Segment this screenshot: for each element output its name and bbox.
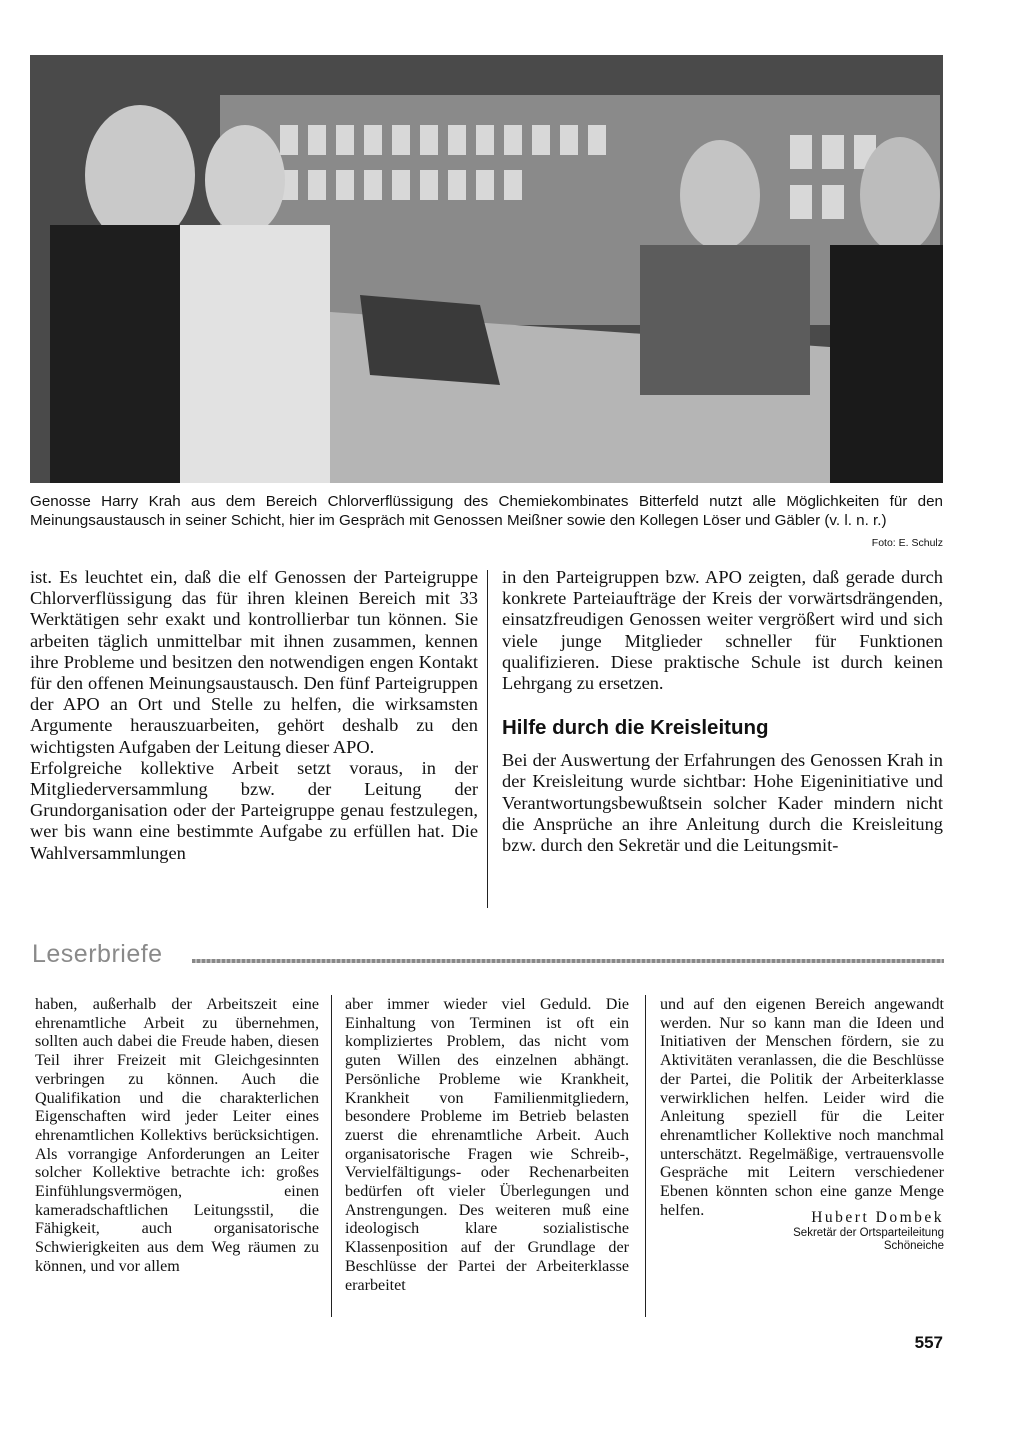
article-paragraph: in den Parteigruppen bzw. APO zeigten, daß gerade durch konkrete Parteiaufträge der Kreis der vorwärtsdrängenden, einsatzfreudigen Genossen weiter vergrößert wird und sich viele junge Mitglieder schneller für Funktionen qualifizieren. Diese praktische Schule ist durch keinen Lehrgang zu ersetzen. [502,567,943,694]
column-divider [331,995,332,1317]
author-location: Schöneiche [883,1240,944,1252]
control-room-photo [30,55,943,483]
section-heading: Hilfe durch die Kreisleitung [502,716,769,740]
letter-column-2 [345,996,629,1295]
letter-paragraph: haben, außerhalb der Arbeitszeit eine ehrenamtliche Arbeit zu übernehmen, sollten auch dabei die Freude haben, diesen Teil ihrer Freizeit mit Gleichgesinnten verbringen zu können. Auch die Qualifikation und die charakterlichen Eigenschaften wird jeder Leiter eines ehrenamtlichen Kollektivs berücksichtigen. Als vorrangige Anforderungen an Leiter solcher Kollektive betrachte ich: großes Einfühlungsvermögen, einen kameradschaftlichen Leitungsstil, die Fähigkeit, auch organisatorische Schwierigkeiten aus dem Weg räumen zu können, und vor allem [35,996,319,1275]
author-name: Hubert Dombek [811,1209,944,1226]
article-paragraph: ist. Es leuchtet ein, daß die elf Genossen der Parteigruppe Chlorverflüssigung das für ihren kleinen Bereich mit 33 Werktätigen sehr exakt und kontrollierbar tun können. Sie arbeiten täglich unmittelbar mit ihnen zusammen, kennen ihre Probleme und besitzen den notwendigen engen Kontakt für den offenen Meinungsaustausch. Den fünf Parteigruppen der APO an Ort und Stelle zu helfen, die wirksamsten Argumente herauszuarbeiten, gehört deshalb zu den wichtigsten Aufgaben der Leitung dieser APO. [30,567,478,757]
photo-caption [30,492,943,530]
photo-credit: Foto: E. Schulz [871,537,943,549]
letter-column-3 [660,996,944,1220]
letter-column-1 [35,996,319,1277]
article-paragraph: Erfolgreiche kollektive Arbeit setzt voraus, in der Mitgliederversammlung bzw. der Leitung der Grundorganisation oder der Parteigruppe genau festzulegen, wer bis wann eine bestimmte Aufgabe zu erfüllen hat. Die Wahlversammlungen [30,757,478,863]
letter-paragraph: aber immer wieder viel Geduld. Die Einhaltung von Terminen ist oft ein kompliziertes Problem, das nicht vom guten Willen des einzelnen abhängt. Persönliche Probleme wie Krankheit, Krankheit von Familienmitgliedern, besondere Probleme im Betrieb belasten zuerst die ehrenamtliche Arbeit. Auch organisatorische Fragen wie Schreib-, Vervielfältigungs- oder Rechenarbeiten bedürfen oft vieler Überlegungen und Anstrengungen. Des weiteren muß eine ideologisch klare sozialistische Klassenposition auf der Grundlage der Beschlüsse der Partei der Arbeiterklasse erarbeitet [345,996,629,1294]
article-paragraph: Bei der Auswertung der Erfahrungen des Genossen Krah in der Kreisleitung wurde sichtbar: Hohe Eigeninitiative und Verantwortungsbewußtsein solcher Kader mindern nicht die Ansprüche an ihre Anleitung durch die Kreisleitung bzw. durch den Sekretär und die Leitungsmit- [502,750,943,856]
author-role: Sekretär der Ortsparteileitung [793,1227,944,1239]
column-divider [487,570,488,908]
article-column-2 [502,567,943,856]
press-photo [30,55,943,483]
page-number: 557 [914,1333,943,1352]
letter-paragraph: und auf den eigenen Bereich angewandt werden. Nur so kann man die Ideen und Initiativen der Menschen fördern, sie zu Aktivitäten veranlassen, die die Beschlüsse der Partei, die Politik der Arbeiterklasse verwirklichen helfen. Leider wird die Anleitung speziell für die Leiter ehrenamtlicher Kollektive noch manchmal unterschätzt. Regelmäßige, vertrauensvolle Gespräche mit Leitern verschiedener Ebenen könnten schon eine ganze Menge helfen. [660,996,944,1219]
caption-text: Genosse Harry Krah aus dem Bereich Chlorverflüssigung des Chemiekombinates Bitterfeld nutzt alle Möglichkeiten für den Meinungsaustausch in seiner Schicht, hier im Gespräch mit Genossen Meißner sowie den Kollegen Löser und Gäbler (v. l. n. r.) [30,493,943,529]
column-divider [645,995,646,1317]
leserbriefe-title: Leserbriefe [32,940,163,968]
letter-signature [793,1209,944,1253]
article-column-1 [30,567,478,864]
leserbriefe-rule [192,959,944,963]
